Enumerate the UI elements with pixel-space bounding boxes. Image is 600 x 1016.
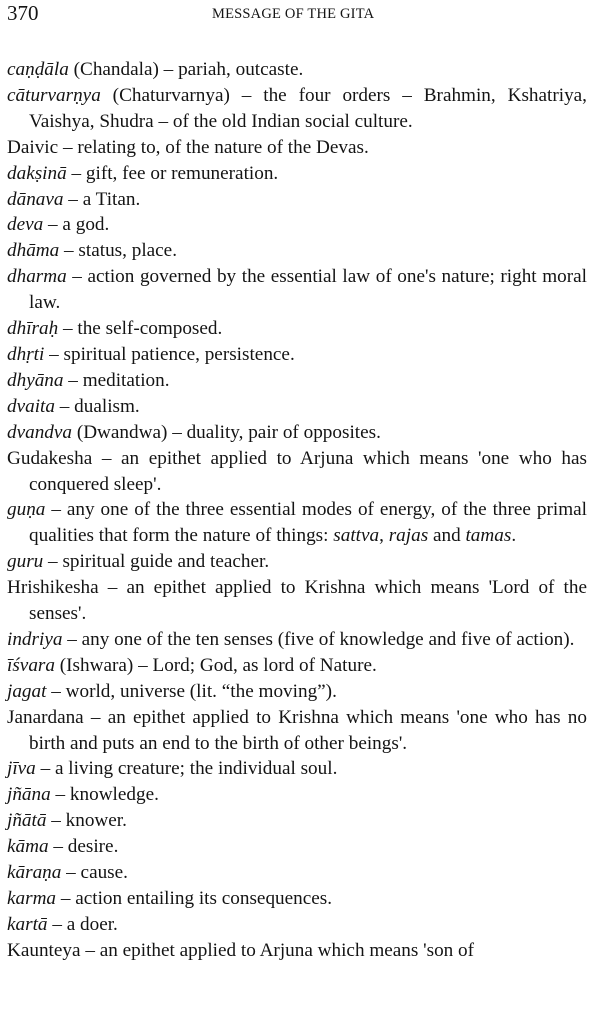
glossary-definition: – the self-composed. bbox=[58, 318, 223, 340]
glossary-term: karma bbox=[7, 888, 57, 909]
glossary-definition: – duality, pair of opposites. bbox=[167, 421, 381, 443]
glossary-entry bbox=[7, 368, 587, 394]
glossary-term-transliteration: (Chandala) bbox=[68, 59, 159, 80]
glossary-italic-term: sattva bbox=[333, 525, 380, 547]
glossary-entry bbox=[7, 264, 587, 316]
glossary-definition: – an epithet applied to Krishna which means 'Lord of the senses'. bbox=[29, 577, 587, 625]
glossary-definition: – status, place. bbox=[59, 240, 177, 262]
glossary-definition: – world, universe (lit. “the moving”). bbox=[46, 680, 337, 702]
glossary-definition: – action entailing its consequences. bbox=[56, 888, 333, 909]
glossary-italic-term: rajas bbox=[388, 525, 429, 547]
glossary-definition: – an epithet applied to Krishna which means 'one who has no birth and puts an end to the birth of other beings'. bbox=[29, 706, 587, 754]
glossary-term: kāraṇa bbox=[7, 862, 62, 884]
glossary-entry bbox=[7, 653, 587, 679]
glossary-term: dakṣinā bbox=[7, 162, 67, 184]
glossary-term: Kaunteya bbox=[7, 939, 81, 961]
glossary-definition: – action governed by the essential law of one's nature; right moral law. bbox=[29, 266, 587, 314]
glossary-term: jīva bbox=[7, 758, 36, 780]
glossary-entry bbox=[7, 83, 587, 135]
glossary-term: dvaita bbox=[7, 395, 55, 417]
glossary-definition: – spiritual patience, persistence. bbox=[44, 343, 295, 365]
glossary-entry bbox=[7, 187, 587, 213]
glossary-definition: – meditation. bbox=[63, 369, 170, 391]
glossary-entry bbox=[7, 938, 587, 964]
glossary-entry bbox=[7, 575, 587, 627]
glossary-entry bbox=[7, 782, 587, 808]
glossary-term-transliteration: (Chaturvarnya) bbox=[100, 84, 230, 106]
glossary-definition: – a Titan. bbox=[63, 188, 141, 210]
glossary-term: dharma bbox=[7, 266, 67, 288]
glossary-entry bbox=[7, 135, 587, 161]
glossary-definition: – a doer. bbox=[47, 913, 118, 935]
glossary-term: deva bbox=[7, 214, 44, 236]
glossary-entry bbox=[7, 705, 587, 757]
glossary-entry bbox=[7, 497, 587, 549]
glossary-term: jñāna bbox=[7, 784, 51, 806]
running-header bbox=[7, 0, 592, 30]
glossary-term: kartā bbox=[7, 913, 48, 935]
glossary-definition: – knower. bbox=[46, 810, 127, 832]
glossary-term: dvandva bbox=[7, 421, 73, 443]
glossary-separator: . bbox=[511, 525, 517, 547]
glossary-entry bbox=[7, 394, 587, 420]
glossary-definition: – a living creature; the individual soul. bbox=[35, 758, 338, 780]
glossary-entry bbox=[7, 860, 587, 886]
glossary-entry bbox=[7, 679, 587, 705]
glossary-definition: – knowledge. bbox=[50, 784, 159, 806]
glossary-term: dhīraḥ bbox=[7, 318, 59, 340]
glossary-entry bbox=[7, 420, 587, 446]
glossary-definition: – cause. bbox=[61, 862, 128, 884]
glossary-entry bbox=[7, 212, 587, 238]
glossary-italic-term: tamas bbox=[465, 525, 512, 547]
glossary-term: Hrishikesha bbox=[7, 577, 99, 599]
glossary-term: kāma bbox=[7, 836, 49, 858]
glossary-term: jagat bbox=[7, 680, 47, 702]
glossary-definition: – Lord; God, as lord of Nature. bbox=[133, 654, 377, 676]
glossary-definition: – desire. bbox=[48, 836, 119, 858]
glossary-term-transliteration: (Dwandwa) bbox=[72, 421, 168, 443]
glossary-term: dhyāna bbox=[7, 369, 64, 391]
glossary-entry bbox=[7, 342, 587, 368]
glossary-definition: – pariah, outcaste. bbox=[158, 59, 304, 80]
glossary-definition: – relating to, of the nature of the Devas. bbox=[58, 136, 369, 158]
glossary-definition: – any one of the three essential modes of energy, of the three primal qualities that form the nature of things: bbox=[29, 499, 587, 547]
glossary-definition: – the four orders – Brahmin, Kshatriya, Vaishya, Shudra – of the old Indian social culture. bbox=[29, 84, 587, 132]
glossary-term: caṇḍāla bbox=[7, 59, 69, 80]
glossary-term: guru bbox=[7, 551, 44, 573]
glossary-definition: – gift, fee or remuneration. bbox=[66, 162, 279, 184]
glossary-entry bbox=[7, 446, 587, 498]
glossary-entry bbox=[7, 912, 587, 938]
glossary-list bbox=[7, 57, 587, 964]
glossary-definition: – any one of the ten senses (five of knowledge and five of action). bbox=[62, 628, 575, 650]
glossary-entry bbox=[7, 756, 587, 782]
glossary-term: dhṛti bbox=[7, 343, 45, 365]
glossary-entry bbox=[7, 57, 587, 83]
glossary-definition: – an epithet applied to Arjuna which means 'son of bbox=[80, 939, 475, 961]
glossary-entry bbox=[7, 627, 587, 653]
glossary-entry bbox=[7, 886, 587, 912]
glossary-entry bbox=[7, 238, 587, 264]
glossary-term: dhāma bbox=[7, 240, 60, 262]
glossary-term: guṇa bbox=[7, 499, 46, 521]
glossary-separator: and bbox=[428, 525, 466, 547]
page-number: 370 bbox=[7, 1, 39, 25]
glossary-term: dānava bbox=[7, 188, 64, 210]
glossary-definition: – spiritual guide and teacher. bbox=[43, 551, 270, 573]
glossary-entry bbox=[7, 316, 587, 342]
glossary-entry bbox=[7, 161, 587, 187]
glossary-term: jñātā bbox=[7, 810, 47, 832]
glossary-term: Janardana bbox=[7, 706, 84, 728]
glossary-definition: – dualism. bbox=[54, 395, 140, 417]
glossary-entry bbox=[7, 549, 587, 575]
glossary-entry bbox=[7, 834, 587, 860]
glossary-entry bbox=[7, 808, 587, 834]
glossary-term: Gudakesha bbox=[7, 447, 93, 469]
glossary-term: cāturvarṇya bbox=[7, 84, 101, 106]
running-title: MESSAGE OF THE GITA bbox=[212, 6, 375, 22]
glossary-definition: – a god. bbox=[43, 214, 110, 236]
glossary-term: īśvara bbox=[7, 654, 55, 676]
glossary-definition: – an epithet applied to Arjuna which means 'one who has conquered sleep'. bbox=[29, 447, 587, 495]
glossary-term-transliteration: (Ishwara) bbox=[54, 654, 134, 676]
glossary-term: indriya bbox=[7, 628, 63, 650]
glossary-separator: , bbox=[379, 525, 384, 547]
glossary-term: Daivic bbox=[7, 136, 59, 158]
